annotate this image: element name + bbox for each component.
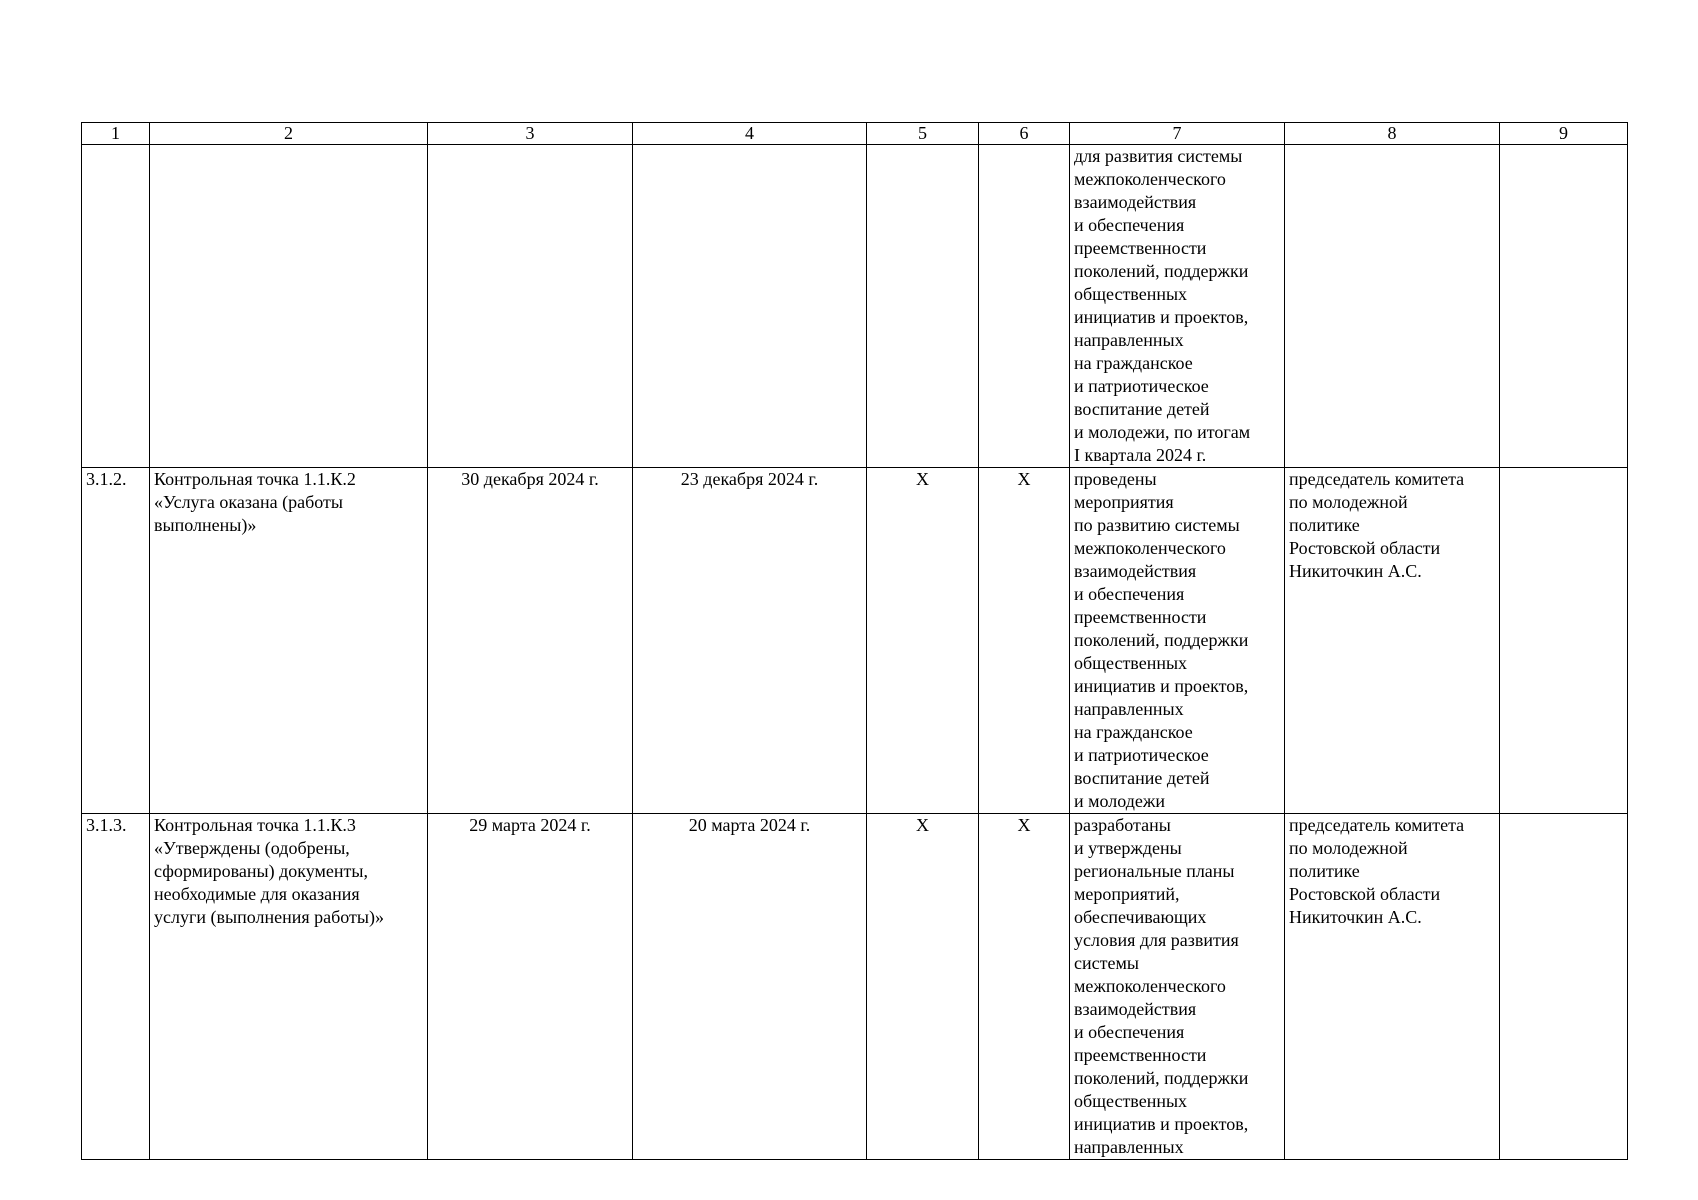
plan-date: 30 декабря 2024 г.	[428, 468, 633, 814]
column-5-value: Х	[867, 468, 979, 814]
column-header-9: 9	[1500, 123, 1628, 145]
column-9-value	[1500, 468, 1628, 814]
plan-date: 29 марта 2024 г.	[428, 814, 633, 1160]
column-header-5: 5	[867, 123, 979, 145]
responsible-person: председатель комитета по молодежной политике Ростовской области Никиточкин А.С.	[1285, 814, 1500, 1160]
column-header-4: 4	[633, 123, 867, 145]
row-number: 3.1.2.	[82, 468, 150, 814]
row-number: 3.1.3.	[82, 814, 150, 1160]
table-row	[82, 145, 1628, 468]
result-description: разработаны и утверждены региональные планы мероприятий, обеспечивающих условия для развития системы межпоколенческого взаимодействия и обеспечения преемственности поколений, поддержки общественных инициатив и проектов, направленных	[1070, 814, 1285, 1160]
row-number	[82, 145, 150, 468]
column-number-row	[82, 123, 1628, 145]
column-5-value	[867, 145, 979, 468]
responsible-person	[1285, 145, 1500, 468]
result-description: проведены мероприятия по развитию системы межпоколенческого взаимодействия и обеспечения преемственности поколений, поддержки общественных инициатив и проектов, направленных на гражданское и патриотическое воспитание детей и молодежи	[1070, 468, 1285, 814]
column-6-value: Х	[979, 814, 1070, 1160]
control-point-name: Контрольная точка 1.1.К.2 «Услуга оказана (работы выполнены)»	[150, 468, 428, 814]
column-6-value: Х	[979, 468, 1070, 814]
column-header-3: 3	[428, 123, 633, 145]
result-description: для развития системы межпоколенческого взаимодействия и обеспечения преемственности поколений, поддержки общественных инициатив и проектов, направленных на гражданское и патриотическое воспитание детей и молодежи, по итогам I квартала 2024 г.	[1070, 145, 1285, 468]
column-header-8: 8	[1285, 123, 1500, 145]
responsible-person: председатель комитета по молодежной политике Ростовской области Никиточкин А.С.	[1285, 468, 1500, 814]
column-5-value: Х	[867, 814, 979, 1160]
document-page	[81, 122, 1627, 1160]
column-6-value	[979, 145, 1070, 468]
fact-date	[633, 145, 867, 468]
column-9-value	[1500, 814, 1628, 1160]
table-row	[82, 468, 1628, 814]
control-point-name: Контрольная точка 1.1.К.3 «Утверждены (одобрены, сформированы) документы, необходимые для оказания услуги (выполнения работы)»	[150, 814, 428, 1160]
column-header-1: 1	[82, 123, 150, 145]
table-row	[82, 814, 1628, 1160]
control-point-name	[150, 145, 428, 468]
column-header-2: 2	[150, 123, 428, 145]
plan-date	[428, 145, 633, 468]
control-points-table	[81, 122, 1628, 1160]
column-header-6: 6	[979, 123, 1070, 145]
fact-date: 20 марта 2024 г.	[633, 814, 867, 1160]
column-header-7: 7	[1070, 123, 1285, 145]
column-9-value	[1500, 145, 1628, 468]
fact-date: 23 декабря 2024 г.	[633, 468, 867, 814]
